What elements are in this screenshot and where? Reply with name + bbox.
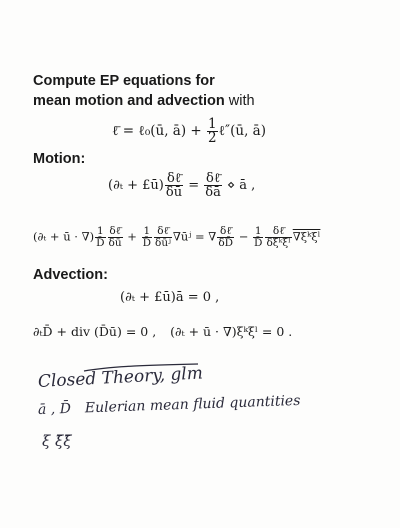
motion2-fa-den: D̄ <box>96 237 105 249</box>
motion2-fe-num: δℓ̄ <box>217 226 234 238</box>
motion2-ff <box>253 226 263 249</box>
motion-equation-2 <box>33 226 320 249</box>
motion1-f2-num: δℓ̄ <box>206 171 221 186</box>
handwriting-symbols: ā , D̄ <box>37 400 72 418</box>
motion1-f1-den: δū <box>165 185 183 200</box>
handwriting-line-1: Closed Theory, glm <box>37 363 204 392</box>
motion2-tail: ∇ξᵏξˡ <box>292 229 321 244</box>
motion2-minus: − <box>235 229 253 244</box>
motion2-fc-num: 1 <box>143 225 151 237</box>
handwriting-eulerian-text: Eulerian mean fluid quantities <box>84 392 301 417</box>
motion2-fe-den: δD̄ <box>218 237 234 249</box>
heading-line-2 <box>33 92 255 111</box>
handwriting-overline-stroke <box>82 362 202 374</box>
heading-with-text: with <box>224 93 255 109</box>
motion2-fd-den: δūʲ <box>155 237 171 249</box>
motion1-f2-den: δā <box>205 185 221 200</box>
motion2-ff-num: 1 <box>254 225 262 237</box>
motion2-fe <box>217 226 234 249</box>
motion2-fg <box>265 226 291 249</box>
half-denominator: 2 <box>208 130 217 146</box>
motion2-plus: + <box>123 229 141 244</box>
motion2-fa <box>95 226 105 249</box>
motion2-fg-num: δℓ̄ <box>265 226 291 238</box>
motion2-fd-num: δℓ̄ <box>154 226 172 238</box>
motion2-fd <box>154 226 172 249</box>
lagrangian-rhs: ℓ″(ū, ā) <box>218 123 266 139</box>
motion2-prefix: (∂ₜ + ū · ∇) <box>33 229 95 244</box>
motion2-fg-den: δξᵏξˡ <box>266 237 291 249</box>
half-numerator: 1 <box>208 116 217 132</box>
heading-line-1: Compute EP equations for <box>33 73 215 89</box>
motion2-fb-num: δℓ̄ <box>109 225 121 237</box>
heading-bold-text: mean motion and advection <box>33 93 225 109</box>
half-fraction <box>207 118 218 145</box>
motion2-fb <box>108 226 123 249</box>
handwriting-line-3: ξ ξ̄ξ̄ <box>42 432 72 450</box>
motion2-grad: ∇ūʲ = ∇ <box>172 229 217 244</box>
motion2-fa-num: 1 <box>96 225 104 237</box>
motion1-f1-num: δℓ̄ <box>165 172 183 186</box>
motion1-equals: = <box>184 178 204 193</box>
lagrangian-lhs: ℓ̄ = ℓ₀(ū, ā) + <box>112 123 206 139</box>
lagrangian-equation <box>112 118 266 145</box>
advection2-density: ∂ₜD̄ + div (D̄ū) = 0 , <box>33 324 157 339</box>
motion1-suffix: ⋄ ā , <box>222 178 256 193</box>
motion2-fb-den: δū <box>108 237 122 249</box>
motion-label: Motion: <box>33 151 86 167</box>
advection-label: Advection: <box>33 267 108 283</box>
advection-equation-2 <box>33 324 292 339</box>
advection-equation-1: (∂ₜ + £ū)ā = 0 , <box>120 290 220 305</box>
motion2-fc-den: D̄ <box>142 237 151 249</box>
handwriting-line-2 <box>38 393 301 418</box>
motion-equation-1 <box>108 172 255 199</box>
motion2-fc <box>142 226 152 249</box>
motion1-fraction-2 <box>204 172 222 199</box>
advection2-variance: (∂ₜ + ū · ∇)ξᵏξˡ = 0 . <box>170 324 293 339</box>
motion1-prefix: (∂ₜ + £ū) <box>108 178 164 193</box>
motion1-fraction-1 <box>165 172 183 199</box>
motion2-ff-den: D̄ <box>254 237 263 249</box>
